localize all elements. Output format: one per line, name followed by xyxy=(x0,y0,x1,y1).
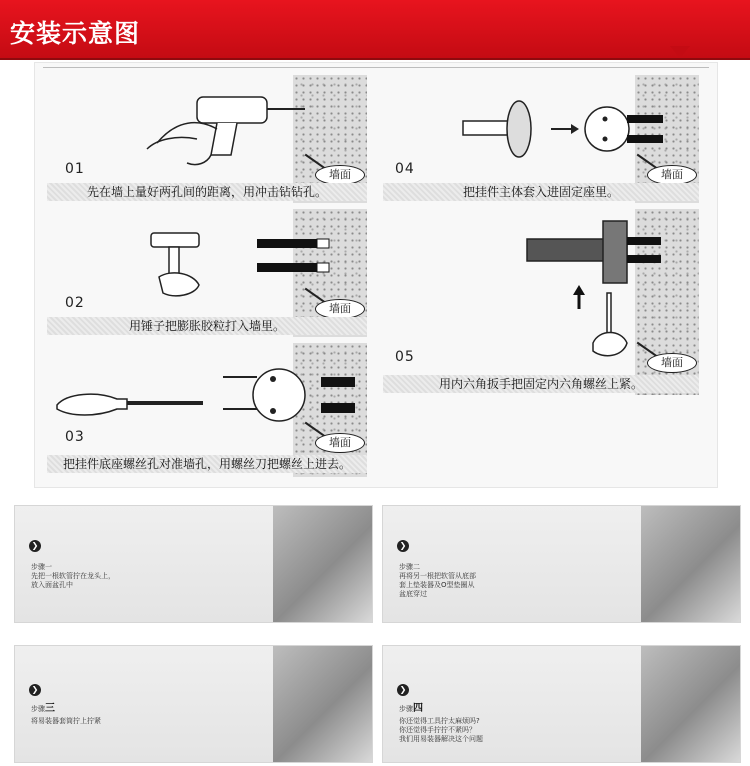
photo-step-2 xyxy=(382,505,741,623)
photo-step-label: 步骤一 xyxy=(31,563,52,571)
photo-step-line: 盆底穿过 xyxy=(399,590,427,598)
photo-step-label-prefix: 步骤 xyxy=(31,705,45,713)
page-title: 安装示意图 xyxy=(10,19,141,48)
drill-illustration xyxy=(137,89,307,169)
photo-step-line: 套上垫装器及O型垫圈从 xyxy=(399,581,475,589)
step-panel-05 xyxy=(383,209,699,395)
photo-step-line: 我们用易装器解决这个问题 xyxy=(399,735,483,743)
photo-step-text-area xyxy=(15,506,273,622)
chevron-right-icon: ❯ xyxy=(29,684,41,696)
step-panel-02 xyxy=(47,209,367,337)
photo-step-line: 你还觉得手拧拧不紧吗？ xyxy=(399,726,476,734)
hammer-illustration xyxy=(141,229,221,309)
step-number: 03 xyxy=(65,429,85,445)
wall-label: 墙面 xyxy=(647,353,697,373)
chevron-right-icon: ❯ xyxy=(397,540,409,552)
photo-step-label-prefix: 步骤 xyxy=(399,705,413,713)
step-caption: 先在墙上量好两孔间的距离，用冲击钻钻孔。 xyxy=(47,183,367,201)
photo-step-line: 将易装器套筒拧上拧紧 xyxy=(31,717,101,725)
step-number: 05 xyxy=(395,349,415,365)
step-caption: 用锤子把膨胀胶粒打入墙里。 xyxy=(47,317,367,335)
step-caption: 把挂件主体套入进固定座里。 xyxy=(383,183,699,201)
step-caption: 把挂件底座螺丝孔对准墙孔，用螺丝刀把螺丝上进去。 xyxy=(47,455,367,473)
installed-faucet-photo xyxy=(641,646,740,762)
step-panel-03 xyxy=(47,343,367,477)
photo-step-line: 再将另一根把软管从底部 xyxy=(399,572,476,580)
divider xyxy=(43,67,709,68)
instruction-sheet xyxy=(34,62,718,488)
wall-label: 墙面 xyxy=(315,165,365,185)
photo-step-4 xyxy=(382,645,741,763)
photo-step-label-number: 四 xyxy=(413,703,423,714)
photo-step-3 xyxy=(14,645,373,763)
photo-step-line: 放入面盆孔中 xyxy=(31,581,73,589)
step-caption: 用内六角扳手把固定内六角螺丝上紧。 xyxy=(383,375,699,393)
banner-notch xyxy=(670,46,690,58)
photo-step-label-number: 三 xyxy=(45,703,55,714)
hex-key-tightening-illustration xyxy=(523,219,693,369)
wall-label: 墙面 xyxy=(315,433,365,453)
photo-step-text-area xyxy=(383,506,641,622)
anchor-plugs-illustration xyxy=(257,237,337,287)
photo-step-label xyxy=(399,704,423,714)
faucet-hose-photo xyxy=(273,506,372,622)
hose-mount-photo xyxy=(641,506,740,622)
photo-step-1 xyxy=(14,505,373,623)
photo-step-line: 你还觉得工具拧太麻烦吗? xyxy=(399,717,480,725)
chevron-right-icon: ❯ xyxy=(29,540,41,552)
screwdriver-illustration xyxy=(57,387,207,421)
wall-label: 墙面 xyxy=(315,299,365,319)
step-number: 04 xyxy=(395,161,415,177)
photo-step-label: 步骤二 xyxy=(399,563,420,571)
wall-label: 墙面 xyxy=(647,165,697,185)
step-panel-04 xyxy=(383,75,699,203)
step-number: 02 xyxy=(65,295,85,311)
chevron-right-icon: ❯ xyxy=(397,684,409,696)
photo-step-line: 先把一根软管拧在龙头上， xyxy=(31,572,115,580)
mounting-base-illustration xyxy=(217,365,357,435)
header-banner xyxy=(0,0,750,58)
photo-step-label xyxy=(31,704,55,714)
sleeve-tightening-photo xyxy=(273,646,372,762)
step-number: 01 xyxy=(65,161,85,177)
step-panel-01 xyxy=(47,75,367,203)
